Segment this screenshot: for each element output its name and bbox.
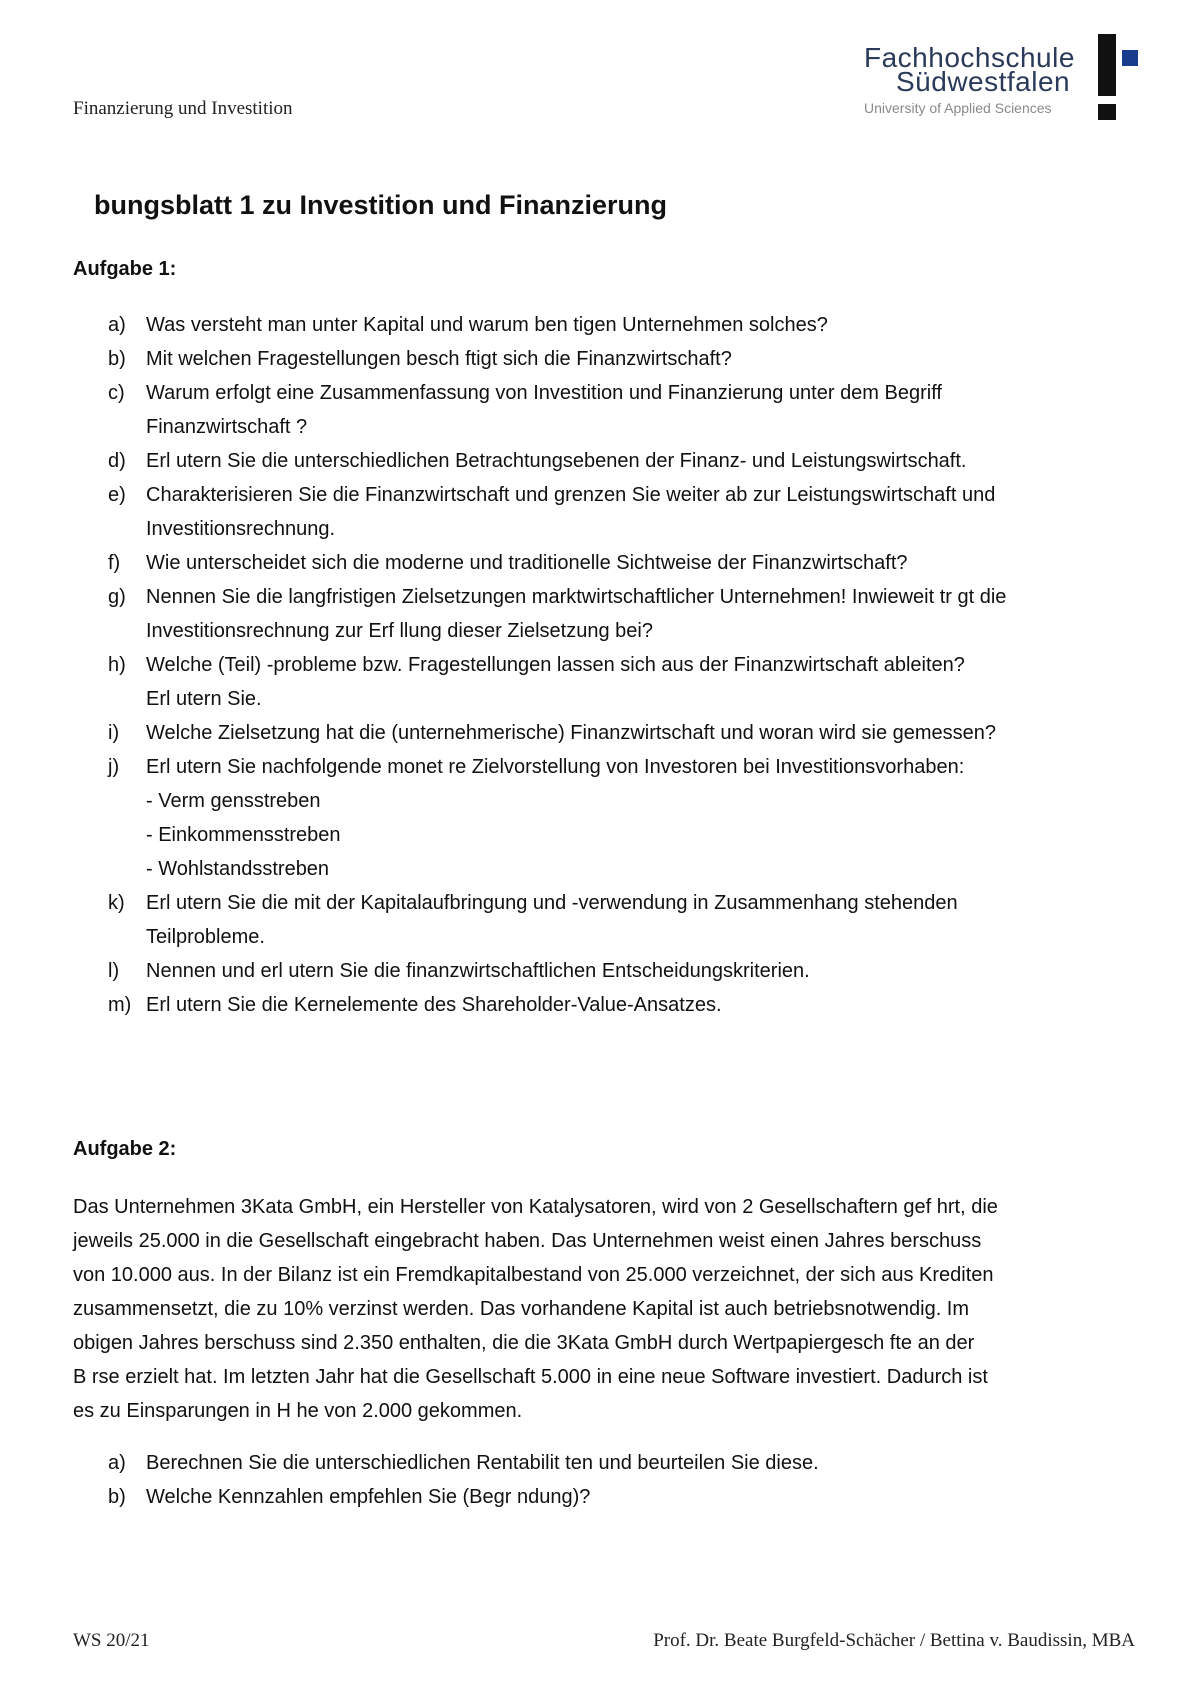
question-letter: j)	[108, 756, 120, 778]
logo-black-square	[1098, 104, 1116, 120]
question-l	[108, 954, 1138, 988]
logo-blue-square	[1122, 50, 1138, 66]
question-letter: e)	[108, 484, 126, 506]
logo-text-line2: Südwestfalen	[896, 66, 1071, 97]
question-text: Was versteht man unter Kapital und warum ben tigen Unternehmen solches?	[146, 314, 828, 336]
question-text: Warum erfolgt eine Zusammenfassung von Investition und Finanzierung unter dem Begriff Finanzwirtschaft ?	[146, 382, 942, 438]
question-text: Mit welchen Fragestellungen besch ftigt sich die Finanzwirtschaft?	[146, 348, 732, 370]
question-g	[108, 580, 1138, 648]
question-text: Erl utern Sie nachfolgende monet re Zielvorstellung von Investoren bei Investitionsvorhaben: - Verm gensstreben - Einkommensstreben - Wohlstandsstreben	[146, 756, 965, 880]
task1-heading: Aufgabe 1:	[73, 258, 177, 280]
question-letter: f)	[108, 552, 121, 574]
question-letter: l)	[108, 960, 120, 982]
task2-question-a	[108, 1446, 1138, 1480]
question-b	[108, 342, 1138, 376]
university-logo	[860, 30, 1140, 120]
question-a	[108, 308, 1138, 342]
question-text: Berechnen Sie die unterschiedlichen Rentabilit ten und beurteilen Sie diese.	[146, 1452, 819, 1474]
question-text: Welche Zielsetzung hat die (unternehmerische) Finanzwirtschaft und woran wird sie gemessen?	[146, 722, 997, 744]
question-j	[108, 750, 1138, 886]
question-letter: d)	[108, 450, 126, 472]
question-text: Erl utern Sie die mit der Kapitalaufbringung und -verwendung in Zusammenhang stehenden Teilprobleme.	[146, 892, 958, 948]
question-letter: m)	[108, 994, 132, 1016]
question-text: Erl utern Sie die Kernelemente des Shareholder-Value-Ansatzes.	[146, 994, 722, 1016]
question-letter: a)	[108, 314, 126, 336]
task1-question-list	[108, 308, 1138, 1022]
question-letter: k)	[108, 892, 125, 914]
question-text: Nennen Sie die langfristigen Zielsetzungen marktwirtschaftlicher Unternehmen! Inwieweit tr gt die Investitionsrechnung zur Erf llung dieser Zielsetzung bei?	[146, 586, 1007, 642]
question-m	[108, 988, 1138, 1022]
question-f	[108, 546, 1138, 580]
task2-case-description: Das Unternehmen 3Kata GmbH, ein Hersteller von Katalysatoren, wird von 2 Gesellschaftern gef hrt, die jeweils 25.000 in die Gesellschaft eingebracht haben. Das Unternehmen weist einen Jahres berschuss von 10.000 aus. In der Bilanz ist ein Fremdkapitalbestand von 25.000 verzeichnet, der sich aus Krediten zusammensetzt, die zu 10% verzinst werden. Das vorhandene Kapital ist auch betriebsnotwendig. Im obigen Jahres berschuss sind 2.350 enthalten, die die 3Kata GmbH durch Wertpapiergesch fte an der B rse erzielt hat. Im letzten Jahr hat die Gesellschaft 5.000 in eine neue Software investiert. Dadurch ist es zu Einsparungen in H he von 2.000 gekommen.	[73, 1196, 998, 1422]
question-k	[108, 886, 1138, 954]
question-letter: c)	[108, 382, 125, 404]
question-c	[108, 376, 1138, 444]
footer-authors: Prof. Dr. Beate Burgfeld-Schächer / Bettina v. Baudissin, MBA	[653, 1630, 1135, 1651]
course-header: Finanzierung und Investition	[73, 98, 293, 119]
question-text: Wie unterscheidet sich die moderne und traditionelle Sichtweise der Finanzwirtschaft?	[146, 552, 908, 574]
question-i	[108, 716, 1138, 750]
logo-text-line1: Fachhochschule	[864, 42, 1075, 73]
question-letter: i)	[108, 722, 120, 744]
logo-exclamation-bar	[1098, 34, 1116, 96]
question-text: Welche (Teil) -probleme bzw. Fragestellungen lassen sich aus der Finanzwirtschaft ableiten? Erl utern Sie.	[146, 654, 965, 710]
task2-question-b	[108, 1480, 1138, 1514]
question-letter: h)	[108, 654, 126, 676]
question-h	[108, 648, 1138, 716]
question-e	[108, 478, 1138, 546]
question-d	[108, 444, 1138, 478]
question-text: Nennen und erl utern Sie die finanzwirtschaftlichen Entscheidungskriterien.	[146, 960, 810, 982]
logo-text-line3: University of Applied Sciences	[864, 100, 1052, 116]
footer-semester: WS 20/21	[73, 1630, 150, 1651]
question-letter: b)	[108, 348, 126, 370]
question-text: Charakterisieren Sie die Finanzwirtschaft und grenzen Sie weiter ab zur Leistungswirtschaft und Investitionsrechnung.	[146, 484, 996, 540]
question-letter: b)	[108, 1486, 126, 1508]
task2-question-list	[108, 1446, 1138, 1514]
question-letter: g)	[108, 586, 126, 608]
question-letter: a)	[108, 1452, 126, 1474]
page-title: bungsblatt 1 zu Investition und Finanzierung	[94, 190, 667, 220]
question-text: Erl utern Sie die unterschiedlichen Betrachtungsebenen der Finanz- und Leistungswirtschaft.	[146, 450, 967, 472]
question-text: Welche Kennzahlen empfehlen Sie (Begr ndung)?	[146, 1486, 591, 1508]
task2-heading: Aufgabe 2:	[73, 1138, 177, 1160]
